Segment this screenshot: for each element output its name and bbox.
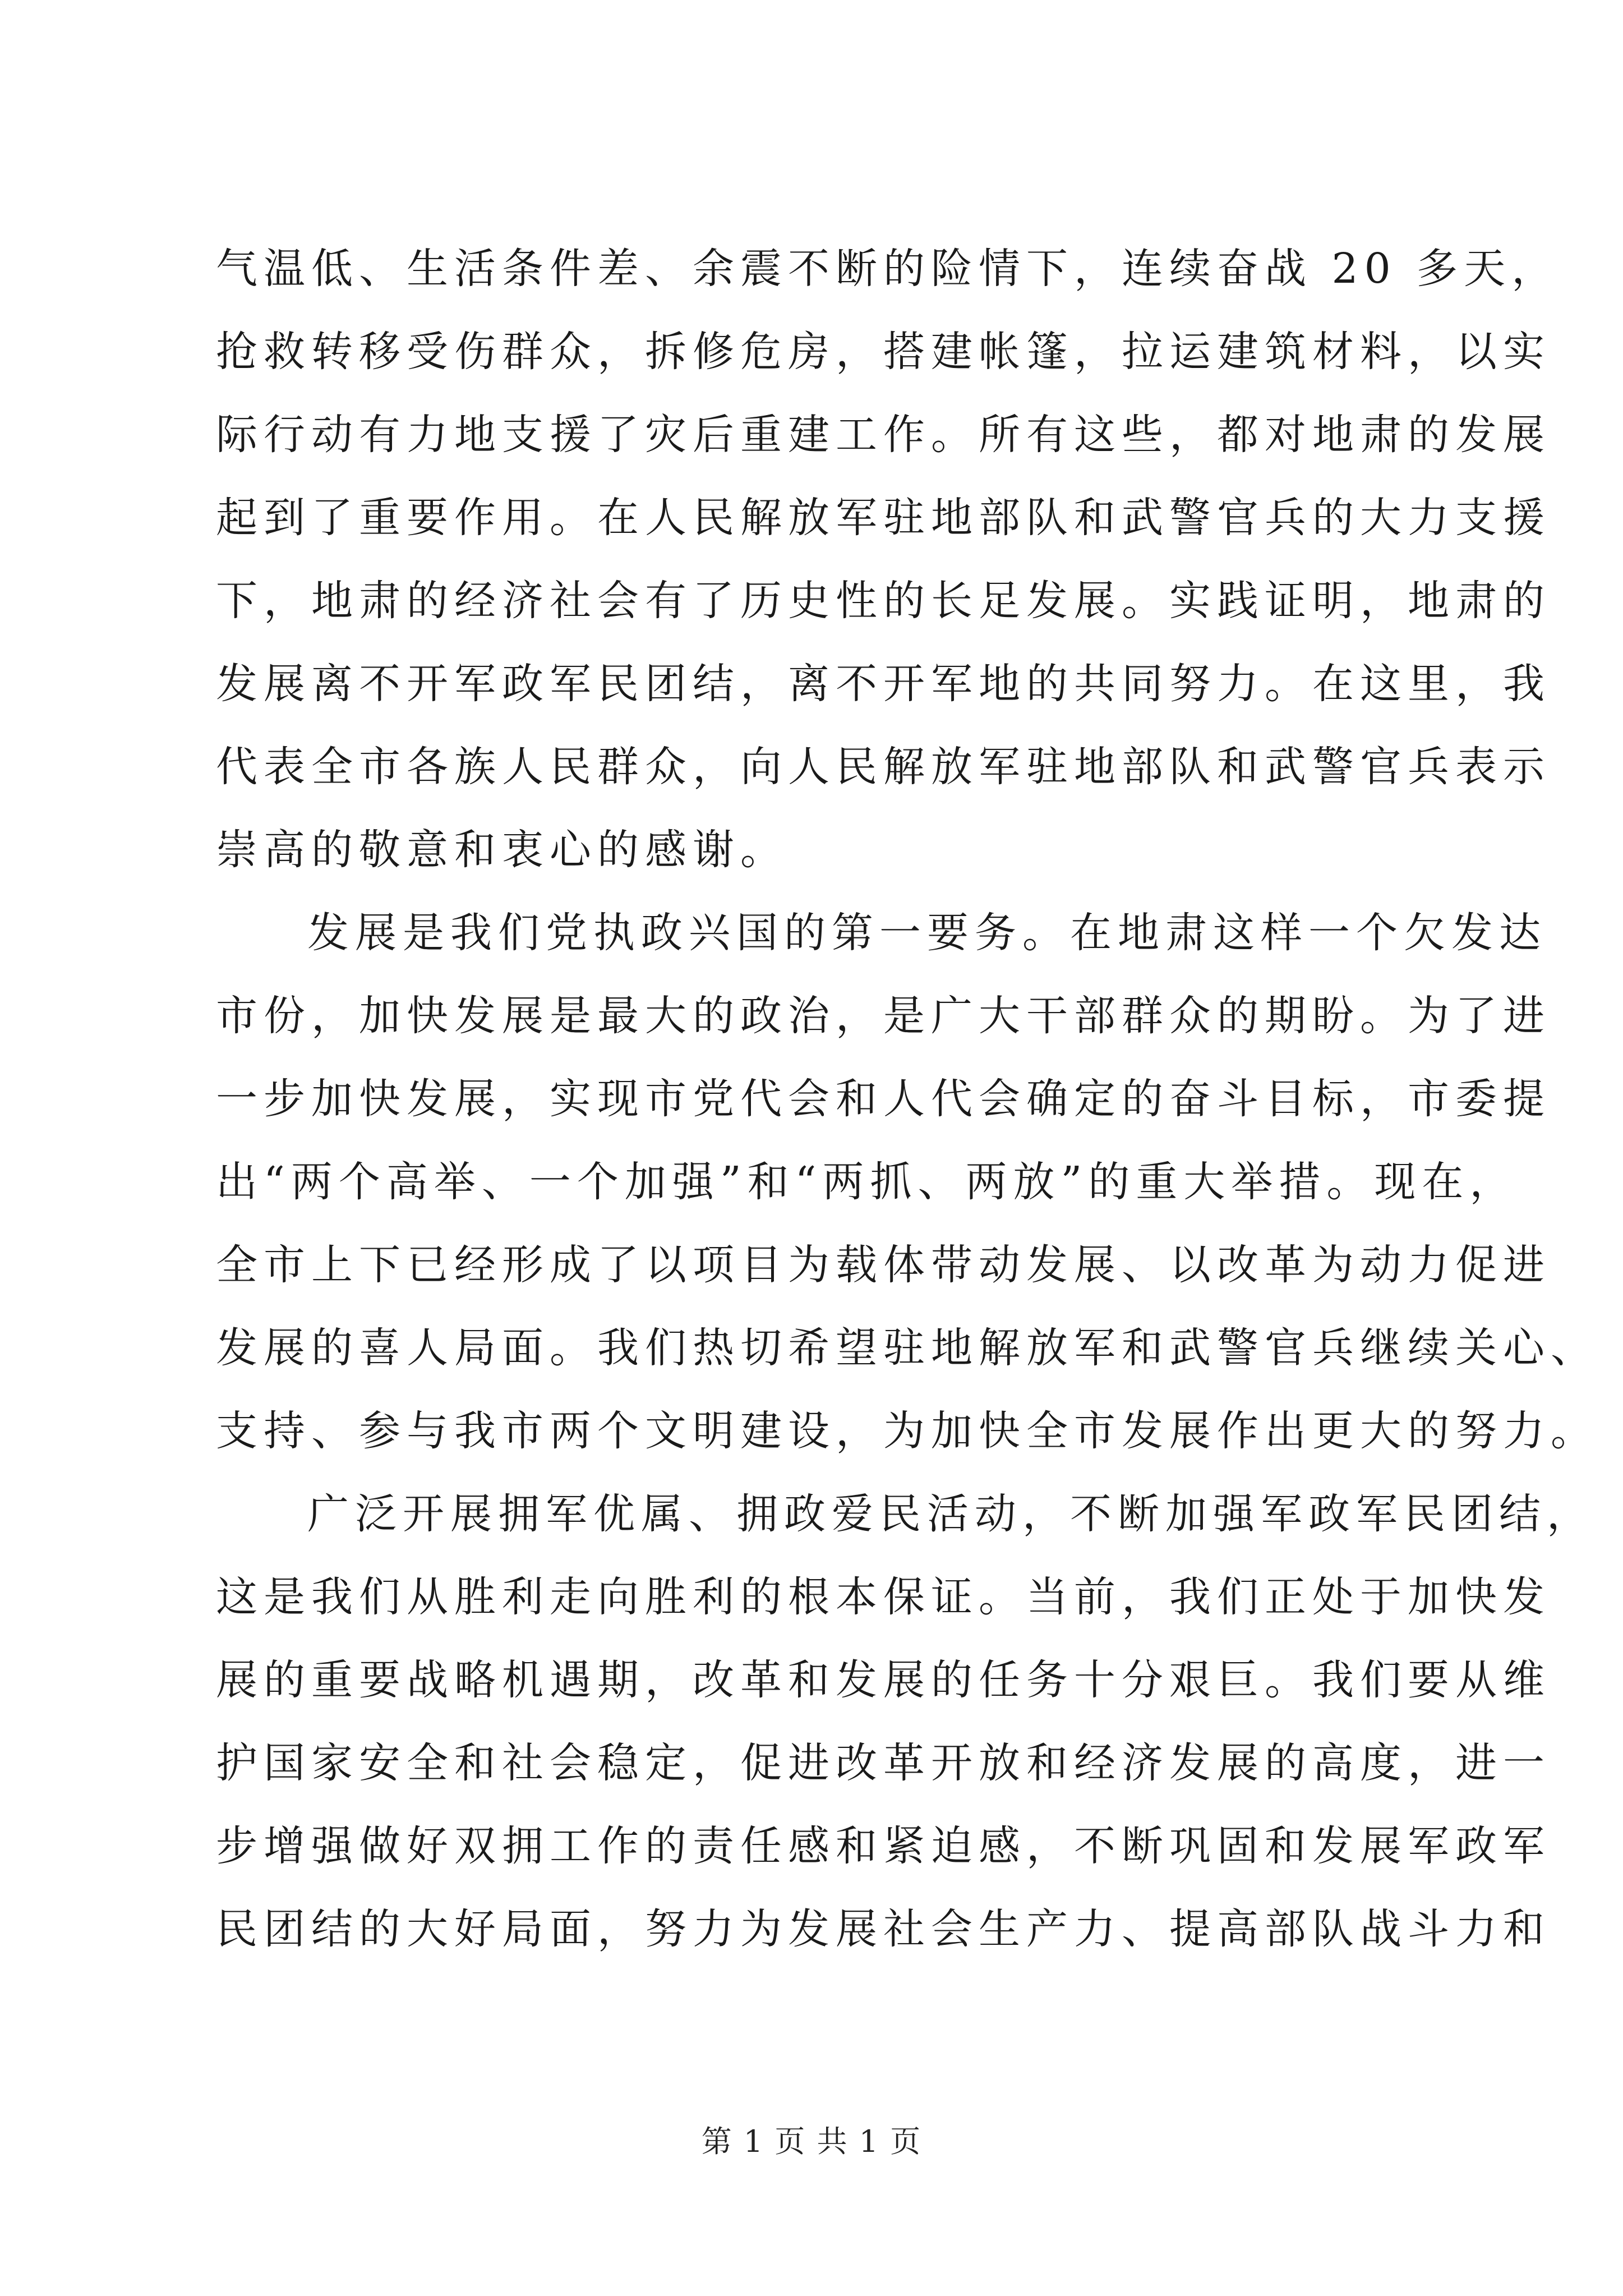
text-line: 下，地肃的经济社会有了历史性的长足发展。实践证明，地肃的: [216, 577, 1551, 625]
text-line: 代表全市各族人民群众，向人民解放军驻地部队和武警官兵表示: [216, 743, 1551, 791]
page-number-label: 第 1 页 共 1 页: [701, 2124, 922, 2159]
text-line: 全市上下已经形成了以项目为载体带动发展、以改革为动力促进: [216, 1241, 1551, 1289]
text-line: 一步加快发展，实现市党代会和人代会确定的奋斗目标，市委提: [216, 1075, 1551, 1123]
text-line: 出“两个高举、一个加强”和“两抓、两放”的重大举措。现在，: [216, 1158, 1518, 1206]
text-line: 气温低、生活条件差、余震不断的险情下，连续奋战 20 多天，: [216, 245, 1560, 293]
text-line: 发展是我们党执政兴国的第一要务。在地肃这样一个欠发达: [307, 909, 1547, 957]
document-body: [216, 227, 1598, 1971]
text-line: 发展离不开军政军民团结，离不开军地的共同努力。在这里，我: [216, 660, 1551, 708]
text-line: 民团结的大好局面，努力为发展社会生产力、提高部队战斗力和: [216, 1905, 1551, 1953]
text-line: 这是我们从胜利走向胜利的根本保证。当前，我们正处于加快发: [216, 1573, 1551, 1621]
text-line: 发展的喜人局面。我们热切希望驻地解放军和武警官兵继续关心、: [216, 1324, 1598, 1372]
text-line: 广泛开展拥军优属、拥政爱民活动，不断加强军政军民团结，: [307, 1490, 1594, 1538]
text-line: 市份，加快发展是最大的政治，是广大干部群众的期盼。为了进: [216, 992, 1551, 1040]
text-line: 步增强做好双拥工作的责任感和紧迫感，不断巩固和发展军政军: [216, 1822, 1551, 1870]
text-line: 护国家安全和社会稳定，促进改革开放和经济发展的高度，进一: [216, 1739, 1551, 1787]
text-line: 支持、参与我市两个文明建设，为加快全市发展作出更大的努力。: [216, 1407, 1598, 1455]
paragraph-3: [216, 1473, 1594, 1971]
page-footer: [0, 2118, 1623, 2161]
text-line: 展的重要战略机遇期，改革和发展的任务十分艰巨。我们要从维: [216, 1656, 1551, 1704]
text-line: 际行动有力地支援了灾后重建工作。所有这些，都对地肃的发展: [216, 411, 1551, 459]
paragraph-2: [216, 891, 1598, 1473]
paragraph-1: [216, 227, 1560, 891]
text-line: 抢救转移受伤群众，拆修危房，搭建帐篷，拉运建筑材料，以实: [216, 328, 1551, 376]
text-line: 崇高的敬意和衷心的感谢。: [216, 826, 788, 874]
text-line: 起到了重要作用。在人民解放军驻地部队和武警官兵的大力支援: [216, 494, 1551, 542]
